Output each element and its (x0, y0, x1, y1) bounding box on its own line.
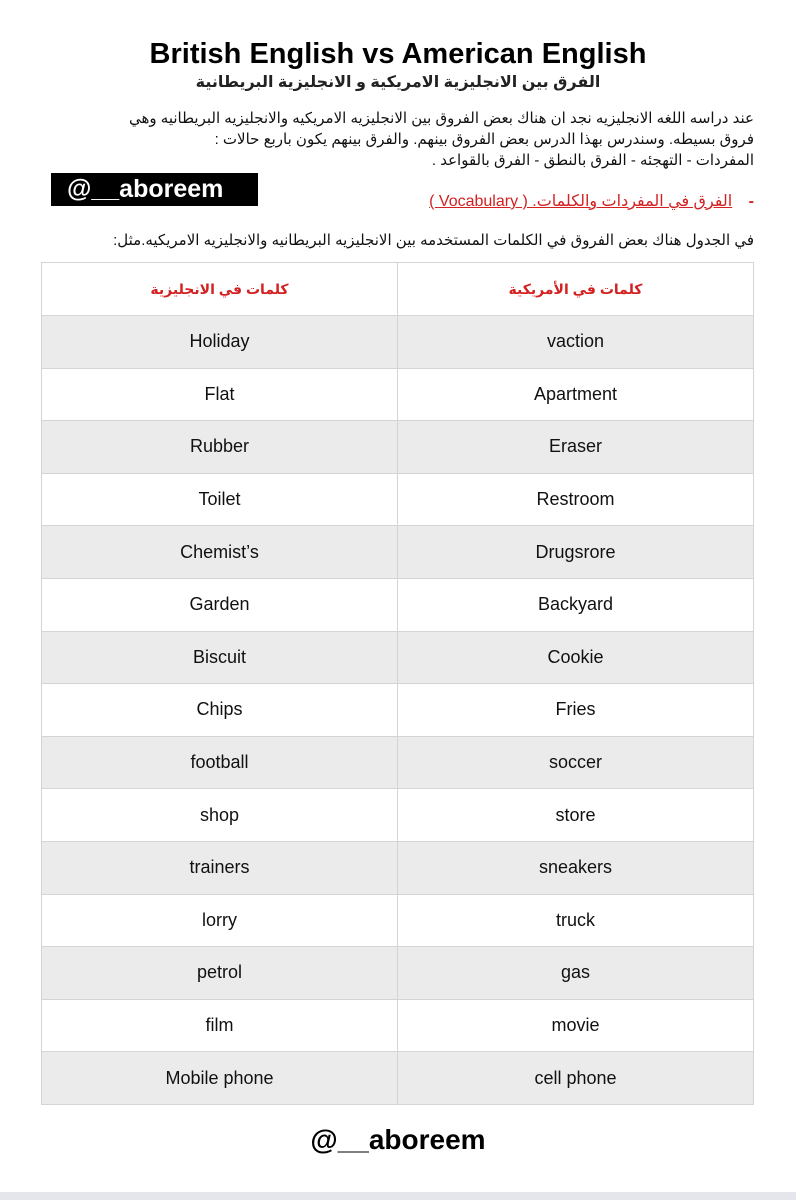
american-word-cell: gas (398, 947, 754, 1000)
american-word-cell: Fries (398, 684, 754, 737)
american-word-cell: truck (398, 894, 754, 947)
table-row (42, 526, 754, 579)
american-word-cell: Apartment (398, 368, 754, 421)
american-word-cell: vaction (398, 316, 754, 369)
intro-line: فروق بسيطه. وسندرس بهذا الدرس بعض الفروق بينهم. والفرق بينهم يكون باربع حالات : (214, 131, 754, 148)
table-row (42, 368, 754, 421)
british-word-cell: Chips (42, 684, 398, 737)
british-word-cell: trainers (42, 841, 398, 894)
vocabulary-heading (429, 191, 754, 211)
table-row (42, 1052, 754, 1105)
table-row (42, 473, 754, 526)
page-title: British English vs American English (149, 38, 647, 70)
american-word-cell: Restroom (398, 473, 754, 526)
page-subtitle: الفرق بين الانجليزية الامريكية و الانجليزية البريطانية (195, 74, 601, 91)
table-row (42, 789, 754, 842)
table-row (42, 631, 754, 684)
american-word-cell: store (398, 789, 754, 842)
header-british-words: كلمات في الانجليزية (42, 263, 398, 316)
table-row (42, 894, 754, 947)
british-word-cell: football (42, 736, 398, 789)
bullet-dash: - (748, 193, 754, 210)
intro-line: عند دراسه اللغه الانجليزيه نجد ان هناك بعض الفروق بين الانجليزيه الامريكيه والانجليزيه البريطانيه وهي (128, 110, 754, 127)
british-word-cell: Toilet (42, 473, 398, 526)
table-row (42, 947, 754, 1000)
table-row (42, 421, 754, 474)
american-word-cell: Cookie (398, 631, 754, 684)
table-row (42, 316, 754, 369)
intro-line: المفردات - التهجئه - الفرق بالنطق - الفرق بالقواعد . (431, 152, 754, 169)
intro-paragraph (34, 108, 754, 171)
table-row (42, 999, 754, 1052)
british-word-cell: Rubber (42, 421, 398, 474)
table-row (42, 841, 754, 894)
table-intro-text: في الجدول هناك بعض الفروق في الكلمات المستخدمه بين الانجليزيه البريطانيه والانجليزيه الامريكيه.مثل: (113, 232, 754, 249)
header-american-words: كلمات في الأمريكية (398, 263, 754, 316)
british-word-cell: Flat (42, 368, 398, 421)
author-handle-badge: @__aboreem (51, 173, 258, 206)
british-word-cell: shop (42, 789, 398, 842)
page-bottom-band (0, 1192, 796, 1200)
american-word-cell: Backyard (398, 578, 754, 631)
american-word-cell: cell phone (398, 1052, 754, 1105)
american-word-cell: movie (398, 999, 754, 1052)
american-word-cell: Drugsrore (398, 526, 754, 579)
table-row (42, 578, 754, 631)
british-word-cell: Biscuit (42, 631, 398, 684)
british-word-cell: petrol (42, 947, 398, 1000)
vocabulary-heading-text: الفرق في المفردات والكلمات. ( Vocabulary ) (429, 193, 733, 210)
vocabulary-table (41, 262, 754, 1105)
american-word-cell: Eraser (398, 421, 754, 474)
american-word-cell: soccer (398, 736, 754, 789)
footer-author-handle: @__aboreem (310, 1124, 486, 1155)
british-word-cell: lorry (42, 894, 398, 947)
american-word-cell: sneakers (398, 841, 754, 894)
british-word-cell: film (42, 999, 398, 1052)
british-word-cell: Holiday (42, 316, 398, 369)
british-word-cell: Chemist’s (42, 526, 398, 579)
british-word-cell: Mobile phone (42, 1052, 398, 1105)
table-row (42, 684, 754, 737)
british-word-cell: Garden (42, 578, 398, 631)
table-row (42, 736, 754, 789)
